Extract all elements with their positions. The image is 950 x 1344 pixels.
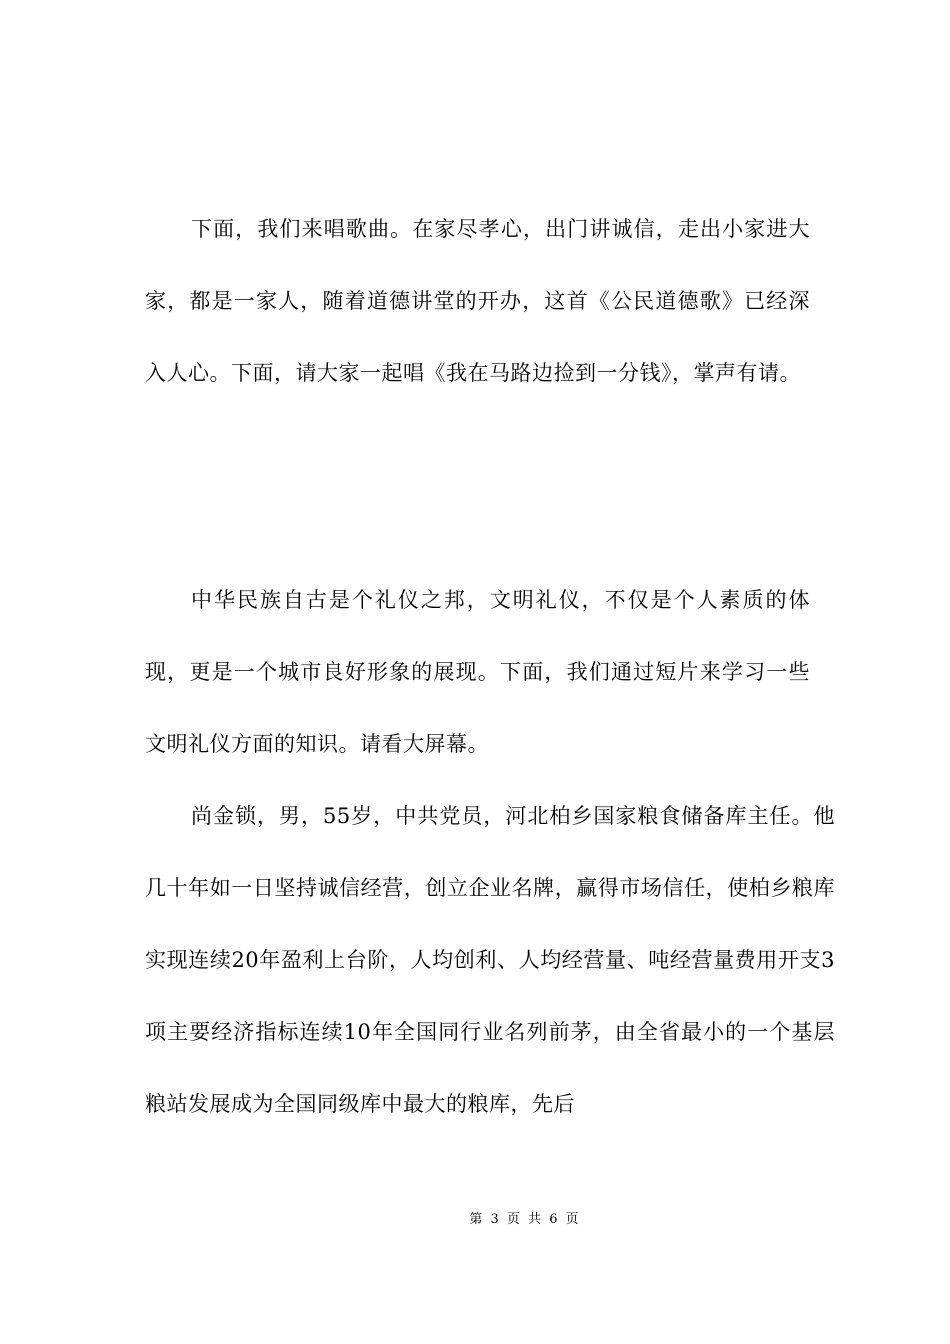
paragraph-shang-jinsuo: 尚金锁，男，55岁，中共党员，河北柏乡国家粮食储备库主任。他几十年如一日坚持诚信经营，创立企业名牌，赢得市场信任，使柏乡粮库实现连续20年盈利上台阶，人均创利、人均经营量、吨经营量费用开支3项主要经济指标连续10年全国同行业名列前茅，由全省最小的一个基层粮站发展成为全国同级库中最大的粮库，先后 [145, 804, 835, 1116]
paragraph-etiquette: 中华民族自古是个礼仪之邦，文明礼仪，不仅是个人素质的体现，更是一个城市良好形象的展现。下面，我们通过短片来学习一些文明礼仪方面的知识。请看大屏幕。 [145, 588, 810, 756]
paragraph-singing: 下面，我们来唱歌曲。在家尽孝心，出门讲诚信，走出小家进大家，都是一家人，随着道德讲堂的开办，这首《公民道德歌》已经深入人心。下面，请大家一起唱《我在马路边捡到一分钱》，掌声有请。 [145, 217, 810, 385]
page-number-footer: 第 3 页 共 6 页 [469, 1212, 581, 1227]
